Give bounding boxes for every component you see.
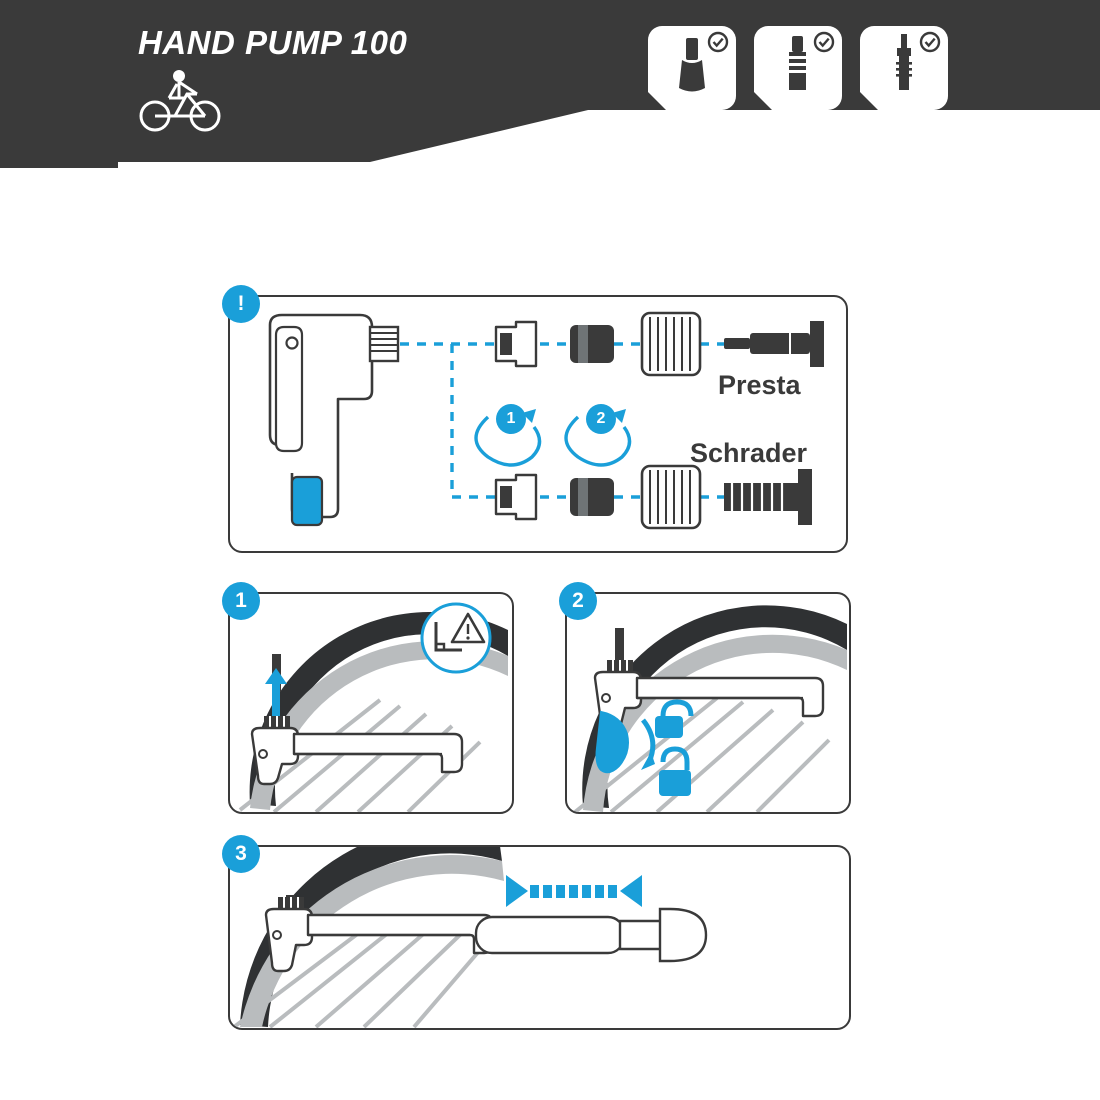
step-1-panel bbox=[228, 592, 514, 814]
step-1-illustration bbox=[230, 594, 512, 812]
step-2-panel bbox=[565, 592, 851, 814]
label-schrader: Schrader bbox=[690, 438, 808, 468]
rotate-marker-1: 1 bbox=[496, 404, 526, 434]
dunlop-valve-icon bbox=[648, 26, 736, 110]
valve-badge-schrader bbox=[754, 26, 842, 131]
warning-triangle-icon bbox=[422, 604, 490, 672]
valve-label: Dunlop bbox=[665, 114, 719, 131]
step-3-panel bbox=[228, 845, 851, 1030]
pump-body-illustration bbox=[270, 315, 398, 525]
warning-badge: ! bbox=[222, 285, 260, 323]
lock-closed-icon bbox=[659, 749, 691, 796]
step-badge-3: 3 bbox=[222, 835, 260, 873]
valve-label: Schrader bbox=[764, 114, 832, 131]
valve-adapter-diagram-panel bbox=[228, 295, 848, 553]
header-left-block bbox=[0, 0, 118, 168]
valve-adapter-diagram bbox=[230, 297, 846, 551]
valve-label: Presta bbox=[880, 114, 928, 131]
step-3-illustration bbox=[230, 847, 849, 1028]
rotate-marker-2: 2 bbox=[586, 404, 616, 434]
page-title: HAND PUMP 100 bbox=[138, 24, 408, 61]
schrader-valve-icon bbox=[754, 26, 842, 110]
valve-badge-presta bbox=[860, 26, 948, 131]
label-presta: Presta bbox=[718, 370, 801, 400]
step-2-illustration bbox=[567, 594, 849, 812]
header-banner bbox=[0, 0, 1100, 175]
step-badge-1: 1 bbox=[222, 582, 260, 620]
step-badge-2: 2 bbox=[559, 582, 597, 620]
valve-badge-dunlop bbox=[648, 26, 736, 131]
cyclist-icon bbox=[135, 68, 225, 133]
lock-open-icon bbox=[655, 702, 691, 738]
double-arrow-icon bbox=[506, 875, 642, 907]
valve-compatibility-list bbox=[648, 26, 948, 141]
presta-valve-icon bbox=[860, 26, 948, 110]
